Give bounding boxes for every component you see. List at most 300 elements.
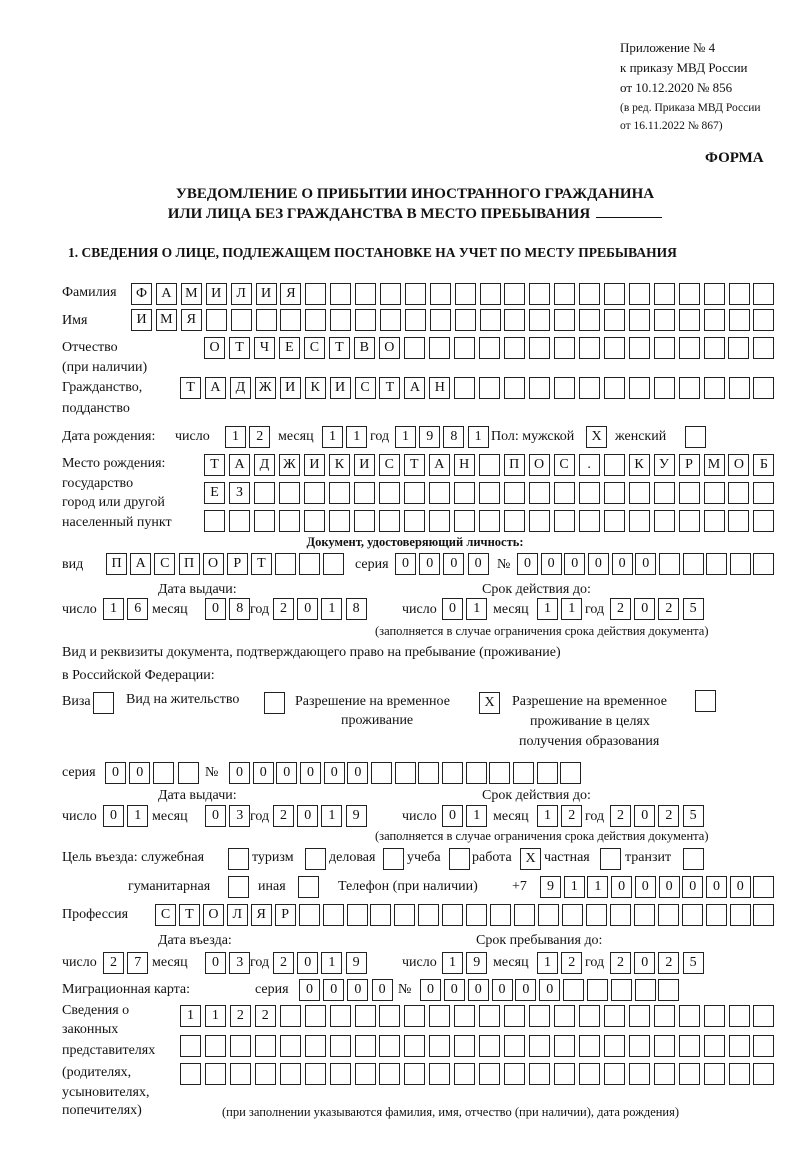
char-cell[interactable]: Т (229, 337, 250, 359)
char-cell[interactable] (454, 1035, 475, 1057)
char-cell[interactable] (706, 904, 727, 926)
char-cell[interactable]: 5 (683, 952, 704, 974)
char-cell[interactable] (604, 1035, 625, 1057)
char-cell[interactable] (280, 1063, 301, 1085)
char-cell[interactable] (728, 510, 749, 532)
char-cell[interactable]: И (330, 377, 351, 399)
purpose-official-checkbox[interactable] (228, 848, 249, 870)
char-cell[interactable] (654, 337, 675, 359)
char-cell[interactable] (658, 904, 679, 926)
char-cell[interactable] (604, 377, 625, 399)
char-cell[interactable] (579, 309, 600, 331)
char-cell[interactable] (529, 1063, 550, 1085)
char-cell[interactable] (629, 482, 650, 504)
char-cell[interactable]: 0 (205, 598, 226, 620)
char-cell[interactable]: Д (254, 454, 275, 476)
purpose-other-checkbox[interactable] (298, 876, 319, 898)
char-cell[interactable] (611, 979, 632, 1001)
char-cell[interactable]: К (629, 454, 650, 476)
char-cell[interactable] (554, 482, 575, 504)
char-cell[interactable] (504, 482, 525, 504)
char-cell[interactable] (404, 482, 425, 504)
char-cell[interactable]: Д (230, 377, 251, 399)
char-cell[interactable]: И (131, 309, 152, 331)
char-cell[interactable] (254, 510, 275, 532)
char-cell[interactable]: 0 (659, 876, 680, 898)
char-cell[interactable] (704, 1005, 725, 1027)
char-cell[interactable] (753, 377, 774, 399)
char-cell[interactable]: 0 (515, 979, 536, 1001)
char-cell[interactable] (658, 979, 679, 1001)
char-cell[interactable] (729, 309, 750, 331)
char-cell[interactable] (554, 1063, 575, 1085)
char-cell[interactable]: 2 (255, 1005, 276, 1027)
char-cell[interactable] (513, 762, 534, 784)
char-cell[interactable]: 0 (541, 553, 562, 575)
char-cell[interactable] (654, 510, 675, 532)
char-cell[interactable] (379, 1035, 400, 1057)
char-cell[interactable]: 8 (229, 598, 250, 620)
char-cell[interactable] (654, 1035, 675, 1057)
char-cell[interactable]: 1 (537, 805, 558, 827)
char-cell[interactable] (379, 1005, 400, 1027)
char-cell[interactable]: А (205, 377, 226, 399)
char-cell[interactable] (604, 454, 625, 476)
char-cell[interactable]: Е (204, 482, 225, 504)
char-cell[interactable] (305, 1035, 326, 1057)
char-cell[interactable] (659, 553, 680, 575)
char-cell[interactable] (454, 510, 475, 532)
char-cell[interactable]: М (704, 454, 725, 476)
char-cell[interactable]: Т (251, 553, 272, 575)
char-cell[interactable]: Т (204, 454, 225, 476)
char-cell[interactable] (604, 482, 625, 504)
char-cell[interactable] (604, 309, 625, 331)
char-cell[interactable] (554, 377, 575, 399)
char-cell[interactable]: Л (231, 283, 252, 305)
char-cell[interactable]: К (329, 454, 350, 476)
char-cell[interactable] (728, 482, 749, 504)
char-cell[interactable] (579, 510, 600, 532)
char-cell[interactable] (753, 482, 774, 504)
char-cell[interactable] (479, 337, 500, 359)
char-cell[interactable]: 0 (706, 876, 727, 898)
char-cell[interactable]: 0 (229, 762, 250, 784)
char-cell[interactable] (579, 1063, 600, 1085)
char-cell[interactable] (404, 337, 425, 359)
char-cell[interactable]: 0 (253, 762, 274, 784)
char-cell[interactable] (229, 510, 250, 532)
char-cell[interactable]: 1 (322, 426, 343, 448)
char-cell[interactable]: 8 (346, 598, 367, 620)
char-cell[interactable] (604, 1005, 625, 1027)
char-cell[interactable]: Р (227, 553, 248, 575)
char-cell[interactable] (554, 510, 575, 532)
char-cell[interactable]: С (554, 454, 575, 476)
char-cell[interactable] (180, 1063, 201, 1085)
char-cell[interactable]: 0 (635, 876, 656, 898)
char-cell[interactable]: 0 (442, 598, 463, 620)
char-cell[interactable] (706, 553, 727, 575)
char-cell[interactable]: И (256, 283, 277, 305)
char-cell[interactable] (418, 762, 439, 784)
char-cell[interactable]: 0 (299, 979, 320, 1001)
char-cell[interactable] (753, 283, 774, 305)
char-cell[interactable] (379, 510, 400, 532)
char-cell[interactable]: 0 (634, 952, 655, 974)
char-cell[interactable] (504, 309, 525, 331)
char-cell[interactable]: 1 (321, 805, 342, 827)
char-cell[interactable] (323, 904, 344, 926)
char-cell[interactable] (429, 510, 450, 532)
purpose-tourism-checkbox[interactable] (305, 848, 326, 870)
char-cell[interactable]: 0 (419, 553, 440, 575)
char-cell[interactable] (279, 482, 300, 504)
char-cell[interactable]: 0 (492, 979, 513, 1001)
char-cell[interactable] (704, 377, 725, 399)
char-cell[interactable]: 0 (682, 876, 703, 898)
char-cell[interactable] (404, 510, 425, 532)
char-cell[interactable]: 0 (205, 805, 226, 827)
char-cell[interactable] (347, 904, 368, 926)
char-cell[interactable] (529, 482, 550, 504)
char-cell[interactable] (629, 1035, 650, 1057)
char-cell[interactable] (629, 510, 650, 532)
char-cell[interactable] (554, 337, 575, 359)
char-cell[interactable]: 1 (442, 952, 463, 974)
char-cell[interactable]: 9 (346, 805, 367, 827)
char-cell[interactable]: О (379, 337, 400, 359)
char-cell[interactable]: 0 (372, 979, 393, 1001)
char-cell[interactable] (480, 309, 501, 331)
char-cell[interactable]: 1 (561, 598, 582, 620)
char-cell[interactable] (604, 510, 625, 532)
char-cell[interactable]: 2 (610, 952, 631, 974)
char-cell[interactable]: 0 (103, 805, 124, 827)
char-cell[interactable]: Р (275, 904, 296, 926)
char-cell[interactable] (529, 283, 550, 305)
char-cell[interactable]: 1 (537, 598, 558, 620)
char-cell[interactable] (230, 1063, 251, 1085)
char-cell[interactable]: 9 (419, 426, 440, 448)
char-cell[interactable] (504, 1063, 525, 1085)
char-cell[interactable]: 1 (103, 598, 124, 620)
char-cell[interactable] (380, 309, 401, 331)
char-cell[interactable]: 0 (395, 553, 416, 575)
char-cell[interactable] (562, 904, 583, 926)
char-cell[interactable]: 0 (323, 979, 344, 1001)
char-cell[interactable]: 2 (249, 426, 270, 448)
char-cell[interactable]: 0 (443, 553, 464, 575)
char-cell[interactable] (704, 283, 725, 305)
char-cell[interactable]: 1 (395, 426, 416, 448)
char-cell[interactable]: 0 (517, 553, 538, 575)
char-cell[interactable]: С (155, 904, 176, 926)
char-cell[interactable]: А (429, 454, 450, 476)
char-cell[interactable]: Е (279, 337, 300, 359)
char-cell[interactable] (729, 283, 750, 305)
char-cell[interactable]: 1 (537, 952, 558, 974)
char-cell[interactable] (629, 283, 650, 305)
char-cell[interactable] (275, 553, 296, 575)
char-cell[interactable] (256, 309, 277, 331)
char-cell[interactable] (704, 482, 725, 504)
char-cell[interactable] (180, 1035, 201, 1057)
char-cell[interactable]: 0 (730, 876, 751, 898)
char-cell[interactable] (204, 510, 225, 532)
char-cell[interactable]: 2 (273, 952, 294, 974)
char-cell[interactable]: 0 (588, 553, 609, 575)
char-cell[interactable] (394, 904, 415, 926)
char-cell[interactable] (280, 309, 301, 331)
char-cell[interactable]: 0 (468, 553, 489, 575)
char-cell[interactable] (629, 1063, 650, 1085)
char-cell[interactable]: 0 (635, 553, 656, 575)
char-cell[interactable] (529, 309, 550, 331)
char-cell[interactable]: С (154, 553, 175, 575)
char-cell[interactable]: 0 (564, 553, 585, 575)
char-cell[interactable] (504, 1005, 525, 1027)
char-cell[interactable] (579, 1035, 600, 1057)
char-cell[interactable]: 5 (683, 805, 704, 827)
char-cell[interactable]: 1 (468, 426, 489, 448)
char-cell[interactable] (753, 1005, 774, 1027)
char-cell[interactable] (753, 1063, 774, 1085)
char-cell[interactable]: 0 (634, 598, 655, 620)
char-cell[interactable] (255, 1063, 276, 1085)
char-cell[interactable]: 1 (205, 1005, 226, 1027)
char-cell[interactable] (560, 762, 581, 784)
char-cell[interactable]: К (305, 377, 326, 399)
char-cell[interactable] (529, 377, 550, 399)
char-cell[interactable] (442, 762, 463, 784)
char-cell[interactable]: 2 (230, 1005, 251, 1027)
char-cell[interactable] (255, 1035, 276, 1057)
char-cell[interactable]: Я (181, 309, 202, 331)
char-cell[interactable] (280, 1005, 301, 1027)
char-cell[interactable] (753, 904, 774, 926)
char-cell[interactable]: А (130, 553, 151, 575)
char-cell[interactable]: Т (404, 454, 425, 476)
char-cell[interactable] (679, 1035, 700, 1057)
char-cell[interactable] (654, 482, 675, 504)
char-cell[interactable]: 0 (612, 553, 633, 575)
char-cell[interactable]: И (206, 283, 227, 305)
char-cell[interactable] (329, 482, 350, 504)
char-cell[interactable] (205, 1035, 226, 1057)
char-cell[interactable]: 8 (443, 426, 464, 448)
char-cell[interactable] (654, 283, 675, 305)
char-cell[interactable] (430, 309, 451, 331)
char-cell[interactable]: Т (329, 337, 350, 359)
char-cell[interactable] (299, 904, 320, 926)
char-cell[interactable] (604, 1063, 625, 1085)
char-cell[interactable] (153, 762, 174, 784)
char-cell[interactable] (537, 762, 558, 784)
char-cell[interactable] (579, 482, 600, 504)
char-cell[interactable] (479, 1035, 500, 1057)
char-cell[interactable] (704, 1063, 725, 1085)
char-cell[interactable]: М (156, 309, 177, 331)
char-cell[interactable] (305, 1005, 326, 1027)
char-cell[interactable]: 1 (564, 876, 585, 898)
char-cell[interactable]: 0 (442, 805, 463, 827)
temp-permit-checkbox[interactable]: X (479, 692, 500, 714)
char-cell[interactable] (230, 1035, 251, 1057)
char-cell[interactable] (466, 762, 487, 784)
char-cell[interactable]: 0 (420, 979, 441, 1001)
char-cell[interactable]: О (728, 454, 749, 476)
char-cell[interactable]: 0 (297, 805, 318, 827)
char-cell[interactable] (442, 904, 463, 926)
char-cell[interactable]: 3 (229, 952, 250, 974)
char-cell[interactable]: 0 (205, 952, 226, 974)
char-cell[interactable] (679, 309, 700, 331)
char-cell[interactable]: О (203, 904, 224, 926)
char-cell[interactable] (753, 553, 774, 575)
char-cell[interactable] (206, 309, 227, 331)
char-cell[interactable] (629, 1005, 650, 1027)
char-cell[interactable] (753, 1035, 774, 1057)
char-cell[interactable] (654, 1005, 675, 1027)
char-cell[interactable]: В (354, 337, 375, 359)
char-cell[interactable] (379, 1063, 400, 1085)
char-cell[interactable]: Я (280, 283, 301, 305)
char-cell[interactable] (654, 377, 675, 399)
char-cell[interactable]: 2 (273, 598, 294, 620)
char-cell[interactable] (323, 553, 344, 575)
char-cell[interactable] (454, 377, 475, 399)
char-cell[interactable] (330, 283, 351, 305)
char-cell[interactable] (538, 904, 559, 926)
char-cell[interactable] (554, 1035, 575, 1057)
char-cell[interactable]: 7 (127, 952, 148, 974)
char-cell[interactable]: 0 (324, 762, 345, 784)
char-cell[interactable] (354, 510, 375, 532)
char-cell[interactable]: П (504, 454, 525, 476)
char-cell[interactable]: 0 (634, 805, 655, 827)
char-cell[interactable] (371, 762, 392, 784)
char-cell[interactable]: 0 (347, 762, 368, 784)
char-cell[interactable]: 0 (276, 762, 297, 784)
purpose-study-checkbox[interactable] (449, 848, 470, 870)
char-cell[interactable] (330, 309, 351, 331)
char-cell[interactable] (679, 482, 700, 504)
char-cell[interactable]: 2 (103, 952, 124, 974)
char-cell[interactable] (404, 1005, 425, 1027)
char-cell[interactable] (279, 510, 300, 532)
char-cell[interactable]: О (529, 454, 550, 476)
char-cell[interactable] (355, 1005, 376, 1027)
char-cell[interactable] (305, 309, 326, 331)
char-cell[interactable] (753, 876, 774, 898)
char-cell[interactable] (479, 482, 500, 504)
char-cell[interactable] (529, 1035, 550, 1057)
char-cell[interactable] (704, 309, 725, 331)
char-cell[interactable] (490, 904, 511, 926)
char-cell[interactable]: 2 (658, 952, 679, 974)
char-cell[interactable] (604, 337, 625, 359)
char-cell[interactable] (529, 337, 550, 359)
char-cell[interactable] (504, 283, 525, 305)
char-cell[interactable] (405, 309, 426, 331)
char-cell[interactable]: Т (379, 377, 400, 399)
char-cell[interactable] (728, 337, 749, 359)
char-cell[interactable] (753, 309, 774, 331)
char-cell[interactable]: М (181, 283, 202, 305)
char-cell[interactable]: 0 (129, 762, 150, 784)
char-cell[interactable] (554, 309, 575, 331)
char-cell[interactable]: . (579, 454, 600, 476)
char-cell[interactable] (629, 377, 650, 399)
char-cell[interactable] (629, 337, 650, 359)
char-cell[interactable] (430, 283, 451, 305)
char-cell[interactable] (330, 1005, 351, 1027)
char-cell[interactable] (479, 454, 500, 476)
residence-checkbox[interactable] (264, 692, 285, 714)
char-cell[interactable] (730, 553, 751, 575)
purpose-transit-checkbox[interactable] (683, 848, 704, 870)
char-cell[interactable] (480, 283, 501, 305)
char-cell[interactable] (370, 904, 391, 926)
char-cell[interactable] (579, 1005, 600, 1027)
char-cell[interactable] (579, 283, 600, 305)
char-cell[interactable] (429, 1035, 450, 1057)
char-cell[interactable]: А (404, 377, 425, 399)
char-cell[interactable]: 1 (321, 598, 342, 620)
char-cell[interactable] (504, 510, 525, 532)
char-cell[interactable] (679, 510, 700, 532)
temp-permit-edu-checkbox[interactable] (695, 690, 716, 712)
char-cell[interactable]: Ф (131, 283, 152, 305)
char-cell[interactable] (683, 553, 704, 575)
char-cell[interactable] (404, 1063, 425, 1085)
char-cell[interactable] (205, 1063, 226, 1085)
char-cell[interactable]: Т (179, 904, 200, 926)
char-cell[interactable]: 2 (658, 598, 679, 620)
char-cell[interactable]: 6 (127, 598, 148, 620)
char-cell[interactable] (479, 1063, 500, 1085)
char-cell[interactable] (635, 979, 656, 1001)
char-cell[interactable]: П (106, 553, 127, 575)
char-cell[interactable] (529, 1005, 550, 1027)
char-cell[interactable] (704, 1035, 725, 1057)
char-cell[interactable] (579, 337, 600, 359)
char-cell[interactable] (355, 283, 376, 305)
char-cell[interactable]: 0 (300, 762, 321, 784)
char-cell[interactable]: О (203, 553, 224, 575)
char-cell[interactable] (330, 1063, 351, 1085)
char-cell[interactable] (504, 1035, 525, 1057)
purpose-humanitarian-checkbox[interactable] (228, 876, 249, 898)
char-cell[interactable] (753, 337, 774, 359)
char-cell[interactable]: 1 (225, 426, 246, 448)
char-cell[interactable] (729, 377, 750, 399)
char-cell[interactable] (579, 377, 600, 399)
char-cell[interactable] (418, 904, 439, 926)
char-cell[interactable]: 1 (180, 1005, 201, 1027)
char-cell[interactable] (730, 904, 751, 926)
char-cell[interactable] (254, 482, 275, 504)
char-cell[interactable] (679, 1063, 700, 1085)
char-cell[interactable]: 9 (540, 876, 561, 898)
char-cell[interactable] (554, 283, 575, 305)
char-cell[interactable]: Я (251, 904, 272, 926)
char-cell[interactable] (504, 377, 525, 399)
char-cell[interactable] (479, 1005, 500, 1027)
char-cell[interactable]: 2 (561, 805, 582, 827)
char-cell[interactable] (454, 1063, 475, 1085)
